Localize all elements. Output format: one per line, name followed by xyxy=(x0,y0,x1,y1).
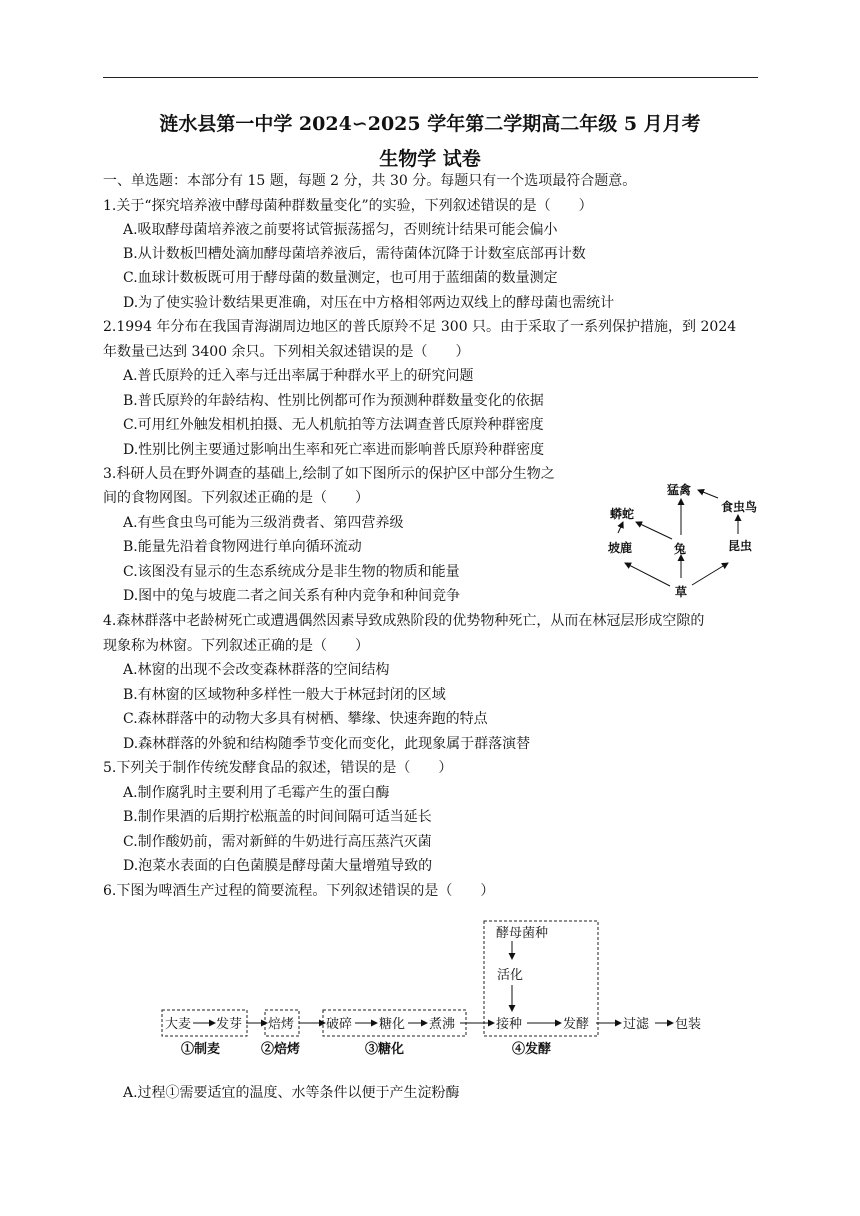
q1-option-c: C.血球计数板既可用于酵母菌的数量测定，也可用于蓝细菌的数量测定 xyxy=(123,270,558,286)
flow-crush: 破碎 xyxy=(326,1017,353,1032)
flow-package: 包装 xyxy=(675,1017,702,1032)
flow-yeast: 酵母菌种 xyxy=(496,926,549,941)
foodweb-label-bird: 食虫鸟 xyxy=(721,500,758,514)
flow-barley: 大麦 xyxy=(165,1017,192,1032)
q3-option-d: D.图中的兔与坡鹿二者之间关系有种内竞争和种间竞争 xyxy=(123,588,461,604)
q5-option-a: A.制作腐乳时主要利用了毛霉产生的蛋白酶 xyxy=(123,785,390,801)
q4-option-d: D.森林群落的外貌和结构随季节变化而变化，此现象属于群落演替 xyxy=(123,736,531,752)
foodweb-label-snake: 蟒蛇 xyxy=(610,507,635,521)
q2-option-a: A.普氏原羚的迁入率与迁出率属于种群水平上的研究问题 xyxy=(123,368,474,384)
q5-option-c: C.制作酸奶前，需对新鲜的牛奶进行高压蒸汽灭菌 xyxy=(123,834,432,850)
flow-stage1: ①制麦 xyxy=(181,1042,221,1057)
q2-option-d: D.性别比例主要通过影响出生率和死亡率进而影响普氏原羚种群密度 xyxy=(123,442,545,458)
q3-stem-line2: 间的食物网图。下列叙述正确的是（ ） xyxy=(103,490,369,506)
q1-option-d: D.为了使实验计数结果更准确，对压在中方格相邻两边双线上的酵母菌也需统计 xyxy=(123,295,615,311)
q4-stem-line2: 现象称为林窗。下列叙述正确的是（ ） xyxy=(103,638,369,654)
foodweb-label-rabbit: 兔 xyxy=(674,542,687,556)
q3-stem-line1: 3.科研人员在野外调查的基础上,绘制了如下图所示的保护区中部分生物之 xyxy=(103,466,555,482)
flow-saccharify: 糖化 xyxy=(379,1017,406,1032)
exam-title: 涟水县第一中学 2024∽2025 学年第二学期高二年级 5 月月考 xyxy=(159,113,701,135)
foodweb-label-deer: 坡鹿 xyxy=(608,541,633,555)
q4-option-a: A.林窗的出现不会改变森林群落的空间结构 xyxy=(123,662,390,678)
food-web-diagram xyxy=(600,472,770,602)
q4-option-c: C.森林群落中的动物大多具有树栖、攀缘、快速奔跑的特点 xyxy=(123,711,488,727)
q6-option-a: A.过程①需要适宜的温度、水等条件以便于产生淀粉酶 xyxy=(123,1085,460,1101)
q6-stem: 6.下图为啤酒生产过程的简要流程。下列叙述错误的是（ ） xyxy=(103,883,495,899)
beer-flowchart xyxy=(155,915,715,1060)
flow-ferment: 发酵 xyxy=(563,1017,590,1032)
flow-sprout: 发芽 xyxy=(216,1017,243,1032)
foodweb-label-grass: 草 xyxy=(675,585,688,599)
q1-option-a: A.吸取酵母菌培养液之前要将试管振荡摇匀，否则统计结果可能会偏小 xyxy=(123,222,558,238)
q1-option-b: B.从计数板凹槽处滴加酵母菌培养液后，需待菌体沉降于计数室底部再计数 xyxy=(123,246,586,262)
q2-stem-line1: 2.1994 年分布在我国青海湖周边地区的普氏原羚不足 300 只。由于采取了一系列保护措施，到 2024 xyxy=(103,319,737,335)
q3-option-b: B.能量先沿着食物网进行单向循环流动 xyxy=(123,539,362,555)
q2-option-b: B.普氏原羚的年龄结构、性别比例都可作为预测种群数量变化的依据 xyxy=(123,393,544,409)
q5-option-b: B.制作果酒的后期拧松瓶盖的时间间隔可适当延长 xyxy=(123,809,432,825)
flow-filter: 过滤 xyxy=(623,1017,650,1032)
foodweb-label-insect: 昆虫 xyxy=(728,539,753,553)
flow-roast: 焙烤 xyxy=(268,1017,295,1032)
exam-subtitle: 生物学 试卷 xyxy=(379,148,481,170)
flow-inoculate: 接种 xyxy=(496,1017,523,1032)
flow-activate: 活化 xyxy=(497,968,524,983)
q4-option-b: B.有林窗的区域物种多样性一般大于林冠封闭的区域 xyxy=(123,687,446,703)
flow-stage2: ②焙烤 xyxy=(261,1042,301,1057)
flow-stage4: ④发酵 xyxy=(512,1042,552,1057)
q3-option-a: A.有些食虫鸟可能为三级消费者、第四营养级 xyxy=(123,515,404,531)
q3-option-c: C.该图没有显示的生态系统成分是非生物的物质和能量 xyxy=(123,564,460,580)
flow-boil: 煮沸 xyxy=(429,1017,456,1032)
q5-option-d: D.泡菜水表面的白色菌膜是酵母菌大量增殖导致的 xyxy=(123,858,433,874)
q2-stem-line2: 年数量已达到 3400 余只。下列相关叙述错误的是（ ） xyxy=(103,344,470,360)
q1-stem: 1.关于“探究培养液中酵母菌种群数量变化”的实验，下列叙述错误的是（ ） xyxy=(103,198,593,214)
flow-stage3: ③糖化 xyxy=(365,1042,405,1057)
section-heading: 一、单选题：本部分有 15 题，每题 2 分，共 30 分。每题只有一个选项最符合题意。 xyxy=(103,173,637,189)
q4-stem-line1: 4.森林群落中老龄树死亡或遭遇偶然因素导致成熟阶段的优势物种死亡，从而在林冠层形成空隙的 xyxy=(103,613,705,629)
q2-option-c: C.可用红外触发相机拍摄、无人机航拍等方法调查普氏原羚种群密度 xyxy=(123,417,544,433)
header-rule xyxy=(103,77,758,78)
foodweb-label-owl: 猛禽 xyxy=(667,483,692,497)
q5-stem: 5.下列关于制作传统发酵食品的叙述，错误的是（ ） xyxy=(103,760,453,776)
